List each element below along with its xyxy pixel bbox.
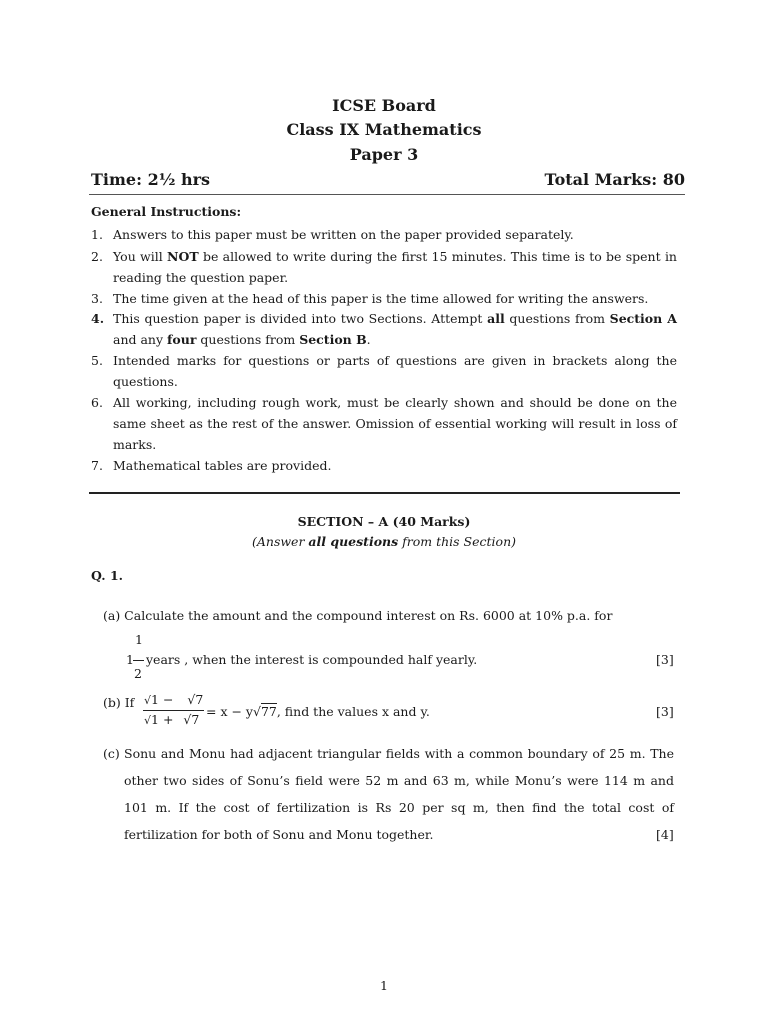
instruction-text: Answers to this paper must be written on the paper provided separately.: [113, 227, 574, 242]
q1a-fraction-numerator: 1: [135, 632, 143, 647]
instruction-number: 6.: [91, 395, 103, 410]
q1b-denominator: √1 + √7: [144, 712, 200, 727]
q1c-label: (c): [103, 746, 120, 761]
q1a-mixed-whole: 1: [126, 652, 134, 667]
instruction-item: [91, 246, 677, 288]
q1a-fraction-denominator: 2: [134, 666, 142, 681]
q1b-prefix: (b) If: [103, 695, 135, 710]
q1b-numerator: √1 − √7: [144, 692, 204, 707]
instruction-item: [91, 350, 677, 392]
question-1-label: Q. 1.: [91, 568, 124, 583]
instruction-number: 4.: [91, 311, 105, 326]
instructions-title: General Instructions:: [91, 204, 242, 219]
q1c-line-4: fertilization for both of Sonu and Monu together.: [124, 827, 434, 842]
instruction-text: You will NOT be allowed to write during the first 15 minutes. This time is to be spent in reading the question paper.: [113, 249, 677, 285]
instruction-number: 1.: [91, 227, 103, 242]
q1a-marks: [3]: [656, 652, 674, 667]
q1b-marks: [3]: [656, 704, 674, 719]
instruction-item: [91, 392, 677, 455]
q1c-line-2: other two sides of Sonu’s field were 52 m and 63 m, while Monu’s were 114 m and: [124, 773, 674, 788]
q1a-fraction-bar: [133, 660, 144, 661]
q1c-line-1: Sonu and Monu had adjacent triangular fields with a common boundary of 25 m. The: [124, 746, 674, 761]
instruction-text: All working, including rough work, must be clearly shown and should be done on the same sheet as the rest of the answer. Omission of essential working will result in loss of marks.: [113, 395, 677, 452]
instruction-item: [91, 288, 677, 309]
instruction-item: [91, 455, 677, 476]
instruction-number: 2.: [91, 249, 103, 264]
page-number: 1: [380, 978, 388, 993]
q1a-line1: (a) Calculate the amount and the compound interest on Rs. 6000 at 10% p.a. for: [103, 608, 613, 623]
header-divider: [89, 194, 685, 195]
q1c-line-3: 101 m. If the cost of fertilization is Rs 20 per sq m, then find the total cost of: [124, 800, 674, 815]
instruction-item: [91, 224, 677, 245]
q1a-line2: years , when the interest is compounded half yearly.: [146, 652, 478, 667]
section-divider: [89, 492, 680, 494]
q1b-equation: = x − y√77, find the values x and y.: [206, 704, 430, 719]
instruction-number: 3.: [91, 291, 103, 306]
q1c-marks: [4]: [656, 827, 674, 842]
q1b-fraction-bar: [143, 710, 204, 711]
total-marks: Total Marks: 80: [544, 170, 685, 189]
instruction-number: 7.: [91, 458, 103, 473]
instruction-text: Intended marks for questions or parts of questions are given in brackets along the questions.: [113, 353, 677, 389]
section-a-title: SECTION – A (40 Marks): [297, 514, 471, 529]
time-allowed: Time: 2½ hrs: [91, 170, 211, 189]
instruction-item: [91, 308, 677, 350]
instruction-text: Mathematical tables are provided.: [113, 458, 332, 473]
paper-title: Paper 3: [349, 145, 419, 164]
section-a-subtitle: (Answer all questions from this Section): [251, 534, 516, 549]
instruction-text: The time given at the head of this paper is the time allowed for writing the answers.: [113, 291, 649, 306]
class-subject-title: Class IX Mathematics: [286, 120, 482, 139]
instruction-text: This question paper is divided into two Sections. Attempt all questions from Section A and any four questions from Section B.: [113, 311, 677, 347]
instruction-number: 5.: [91, 353, 103, 368]
board-title: ICSE Board: [332, 96, 436, 115]
